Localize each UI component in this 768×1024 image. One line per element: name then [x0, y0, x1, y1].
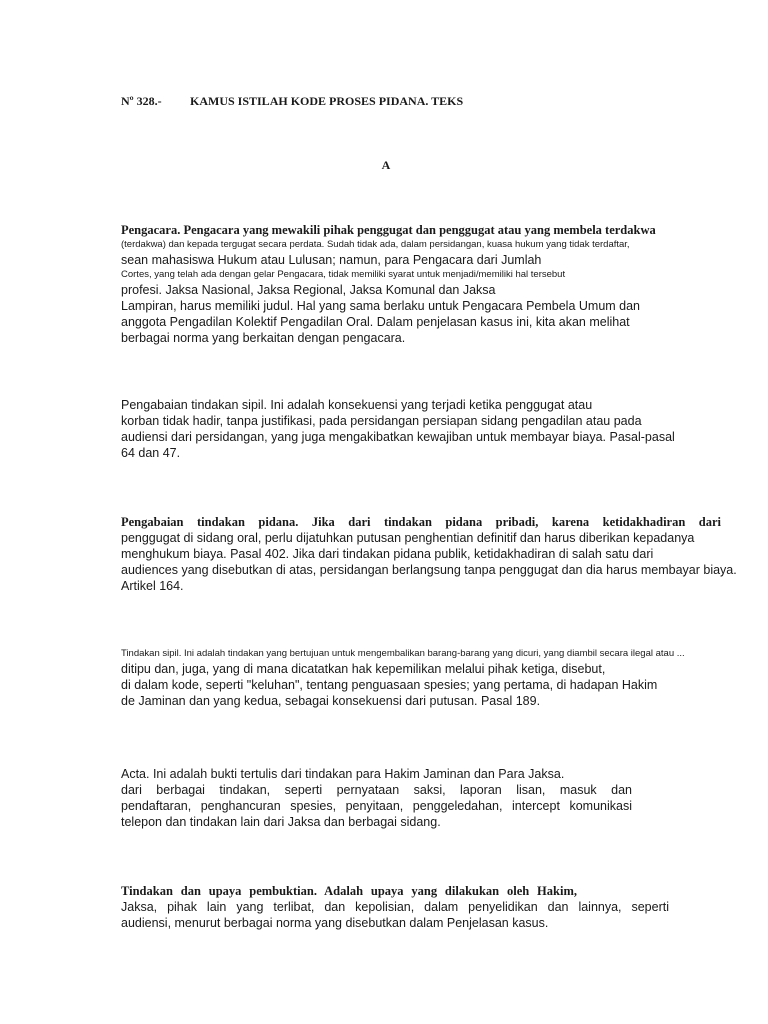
entry-line: (terdakwa) dan kepada tergugat secara perdata. Sudah tidak ada, dalam persidangan, kuasa hukum yang tidak terdaftar,: [121, 239, 630, 250]
entry-line: di dalam kode, seperti "keluhan", tentang penguasaan spesies; yang pertama, di hadapan Hakim: [121, 678, 658, 692]
entry-line: Artikel 164.: [121, 579, 184, 593]
entry-pengabaian-tindakan-sipil: [121, 397, 721, 461]
entry-line: penggugat di sidang oral, perlu dijatuhkan putusan penghentian definitif dan harus diberikan kepadanya: [121, 531, 695, 545]
entry-line: audiences yang disebutkan di atas, persidangan berlangsung tanpa penggugat dan dia harus membayar biaya.: [121, 563, 737, 577]
entry-line: audiensi, menurut berbagai norma yang disebutkan dalam Penjelasan kasus.: [121, 916, 549, 930]
entry-pengacara: [121, 222, 721, 346]
entry-line: telepon dan tindakan lain dari Jaksa dan berbagai sidang.: [121, 815, 441, 829]
entry-line: Cortes, yang telah ada dengan gelar Pengacara, tidak memiliki syarat untuk menjadi/memiliki hal tersebut: [121, 269, 566, 280]
entry-line: dari berbagai tindakan, seperti pernyataan saksi, laporan lisan, masuk dan: [121, 783, 632, 797]
entry-acta: [121, 766, 721, 830]
entry-line: Pengacara. Pengacara yang mewakili pihak penggugat dan penggugat atau yang membela terdakwa: [121, 223, 656, 237]
entry-line: anggota Pengadilan Kolektif Pengadilan Oral. Dalam penjelasan kasus ini, kita akan melihat: [121, 315, 630, 329]
entry-line: ditipu dan, juga, yang di mana dicatatkan hak kepemilikan melalui pihak ketiga, disebut,: [121, 662, 606, 676]
section-letter: A: [381, 158, 391, 172]
document-number: Nº 328.-: [121, 94, 162, 108]
entry-line: Acta. Ini adalah bukti tertulis dari tindakan para Hakim Jaminan dan Para Jaksa.: [121, 767, 565, 781]
entry-line: de Jaminan dan yang kedua, sebagai konsekuensi dari putusan. Pasal 189.: [121, 694, 541, 708]
entry-pengabaian-tindakan-pidana: [121, 514, 737, 594]
entry-line: menghukum biaya. Pasal 402. Jika dari tindakan pidana publik, ketidakhadiran di salah satu dari: [121, 547, 654, 561]
entry-line: Pengabaian tindakan sipil. Ini adalah konsekuensi yang terjadi ketika penggugat atau: [121, 398, 593, 412]
document-title: KAMUS ISTILAH KODE PROSES PIDANA. TEKS: [190, 94, 464, 108]
entry-line: pendaftaran, penghancuran spesies, penyitaan, penggeledahan, intercept komunikasi: [121, 799, 632, 813]
entry-line: korban tidak hadir, tanpa justifikasi, pada persidangan persiapan sidang pengadilan atau pada: [121, 414, 642, 428]
entry-line: Pengabaian tindakan pidana. Jika dari tindakan pidana pribadi, karena ketidakhadiran dari: [121, 515, 721, 529]
entry-tindakan-sipil: [121, 647, 721, 709]
entry-tindakan-dan-upaya-pembuktian: [121, 883, 721, 931]
entry-line: profesi. Jaksa Nasional, Jaksa Regional, Jaksa Komunal dan Jaksa: [121, 283, 496, 297]
entry-line: Jaksa, pihak lain yang terlibat, dan kepolisian, dalam penyelidikan dan lainnya, seperti: [121, 900, 669, 914]
entry-line: audiensi dari persidangan, yang juga mengakibatkan kewajiban untuk membayar biaya. Pasal-pasal: [121, 430, 675, 444]
entry-line: Tindakan dan upaya pembuktian. Adalah upaya yang dilakukan oleh Hakim,: [121, 884, 577, 898]
entry-line: sean mahasiswa Hukum atau Lulusan; namun, para Pengacara dari Jumlah: [121, 253, 542, 267]
entry-line: 64 dan 47.: [121, 446, 181, 460]
entry-line: berbagai norma yang berkaitan dengan pengacara.: [121, 331, 406, 345]
entry-line: Tindakan sipil. Ini adalah tindakan yang bertujuan untuk mengembalikan barang-barang yang dicuri, yang diambil secara ilegal atau ...: [121, 648, 685, 659]
entry-line: Lampiran, harus memiliki judul. Hal yang sama berlaku untuk Pengacara Pembela Umum dan: [121, 299, 641, 313]
